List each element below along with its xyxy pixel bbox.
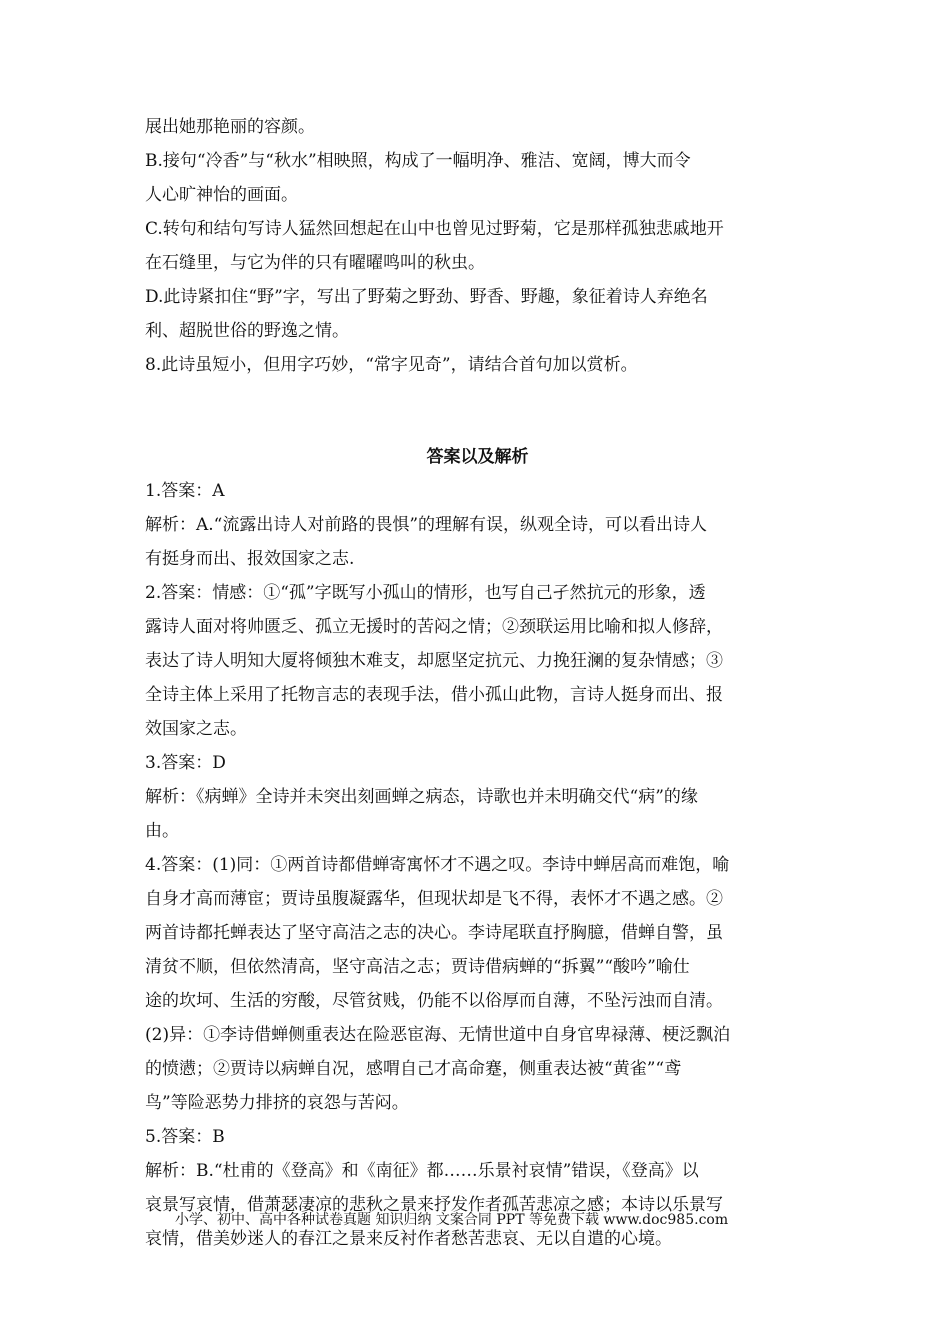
text-line: 在石缝里，与它为伴的只有曜曜鸣叫的秋虫。 (145, 253, 485, 273)
answer-2-line: 2.答案：情感：①“孤”字既写小孤山的情形，也写自己孑然抗元的形象，透 (145, 583, 706, 603)
answer-5-line: 5.答案：B (145, 1127, 225, 1147)
option-d-line: D.此诗紧扣住“野”字，写出了野菊之野劲、野香、野趣，象征着诗人弃绝名 (145, 287, 708, 307)
answer-line: 清贫不顺，但依然清高，坚守高洁之志；贾诗借病蝉的“拆翼”“酸吟”喻仕 (145, 957, 690, 977)
answer-line: 露诗人面对将帅匮乏、孤立无援时的苦闷之情；②颈联运用比喻和拟人修辞， (145, 617, 723, 637)
option-b-line: B.接句“冷香”与“秋水”相映照，构成了一幅明净、雅洁、宽阔，博大而令 (145, 151, 691, 171)
text-line: 展出她那艳丽的容颜。 (145, 117, 315, 137)
option-c-line: C.转句和结句写诗人猛然回想起在山中也曾见过野菊，它是那样孤独悲戚地开 (145, 219, 724, 239)
answer-section (145, 474, 810, 1256)
answers-heading: 答案以及解析 (426, 447, 529, 467)
explanation-line: 有挺身而出、报效国家之志. (145, 549, 355, 569)
answer-4-line: 4.答案：(1)同：①两首诗都借蝉寄寓怀才不遇之叹。李诗中蝉居高而难饱，喻 (145, 855, 730, 875)
answer-line: 的愤懑；②贾诗以病蝉自况，感喟自己才高命蹇，侧重表达被“黄雀”“鸢 (145, 1059, 682, 1079)
explanation-line: 哀情，借美妙迷人的春江之景来反衬作者愁苦悲哀、无以自遣的心境。 (145, 1229, 672, 1249)
answer-line: (2)异：①李诗借蝉侧重表达在险恶宦海、无情世道中自身官卑禄薄、梗泛飘泊 (145, 1025, 731, 1045)
answer-line: 表达了诗人明知大厦将倾独木难支，却愿坚定抗元、力挽狂澜的复杂情感；③ (145, 651, 723, 671)
answer-line: 效国家之志。 (145, 719, 247, 739)
explanation-line: 由。 (145, 821, 179, 841)
answer-line: 全诗主体上采用了托物言志的表现手法，借小孤山此物，言诗人挺身而出、报 (145, 685, 723, 705)
explanation-line: 解析：《病蝉》全诗并未突出刻画蝉之病态，诗歌也并未明确交代“病”的缘 (145, 787, 698, 807)
question-section (145, 110, 810, 382)
answer-1-line: 1.答案：A (145, 481, 225, 501)
text-line: 利、超脱世俗的野逸之情。 (145, 321, 349, 341)
explanation-line: 解析：B.“杜甫的《登高》和《南征》都……乐景衬哀情”错误，《登高》以 (145, 1161, 699, 1181)
answer-line: 自身才高而薄宦；贾诗虽腹凝露华，但现状却是飞不得，表怀才不遇之感。② (145, 889, 723, 909)
answer-line: 两首诗都托蝉表达了坚守高洁之志的决心。李诗尾联直抒胸臆，借蝉自警，虽 (145, 923, 723, 943)
answer-line: 鸟”等险恶势力排挤的哀怨与苦闷。 (145, 1093, 409, 1113)
explanation-line: 哀景写哀情，借萧瑟凄凉的悲秋之景来抒发作者孤苦悲凉之感；本诗以乐景写 (145, 1195, 723, 1215)
answer-line: 途的坎坷、生活的穷酸，尽管贫贱，仍能不以俗厚而自薄，不坠污浊而自清。 (145, 991, 723, 1011)
explanation-line: 解析：A.“流露出诗人对前路的畏惧”的理解有误，纵观全诗，可以看出诗人 (145, 515, 708, 535)
section-spacer (145, 382, 810, 440)
answer-3-line: 3.答案：D (145, 753, 226, 773)
document-body (145, 110, 810, 1256)
question-8-line: 8.此诗虽短小，但用字巧妙，“常字见奇”，请结合首句加以赏析。 (145, 355, 638, 375)
text-line: 人心旷神怡的画面。 (145, 185, 298, 205)
footer-link-text: 小学、初中、高中各种试卷真题 知识归纳 文案合同 PPT 等免费下载 www.doc985.com (175, 1212, 729, 1228)
